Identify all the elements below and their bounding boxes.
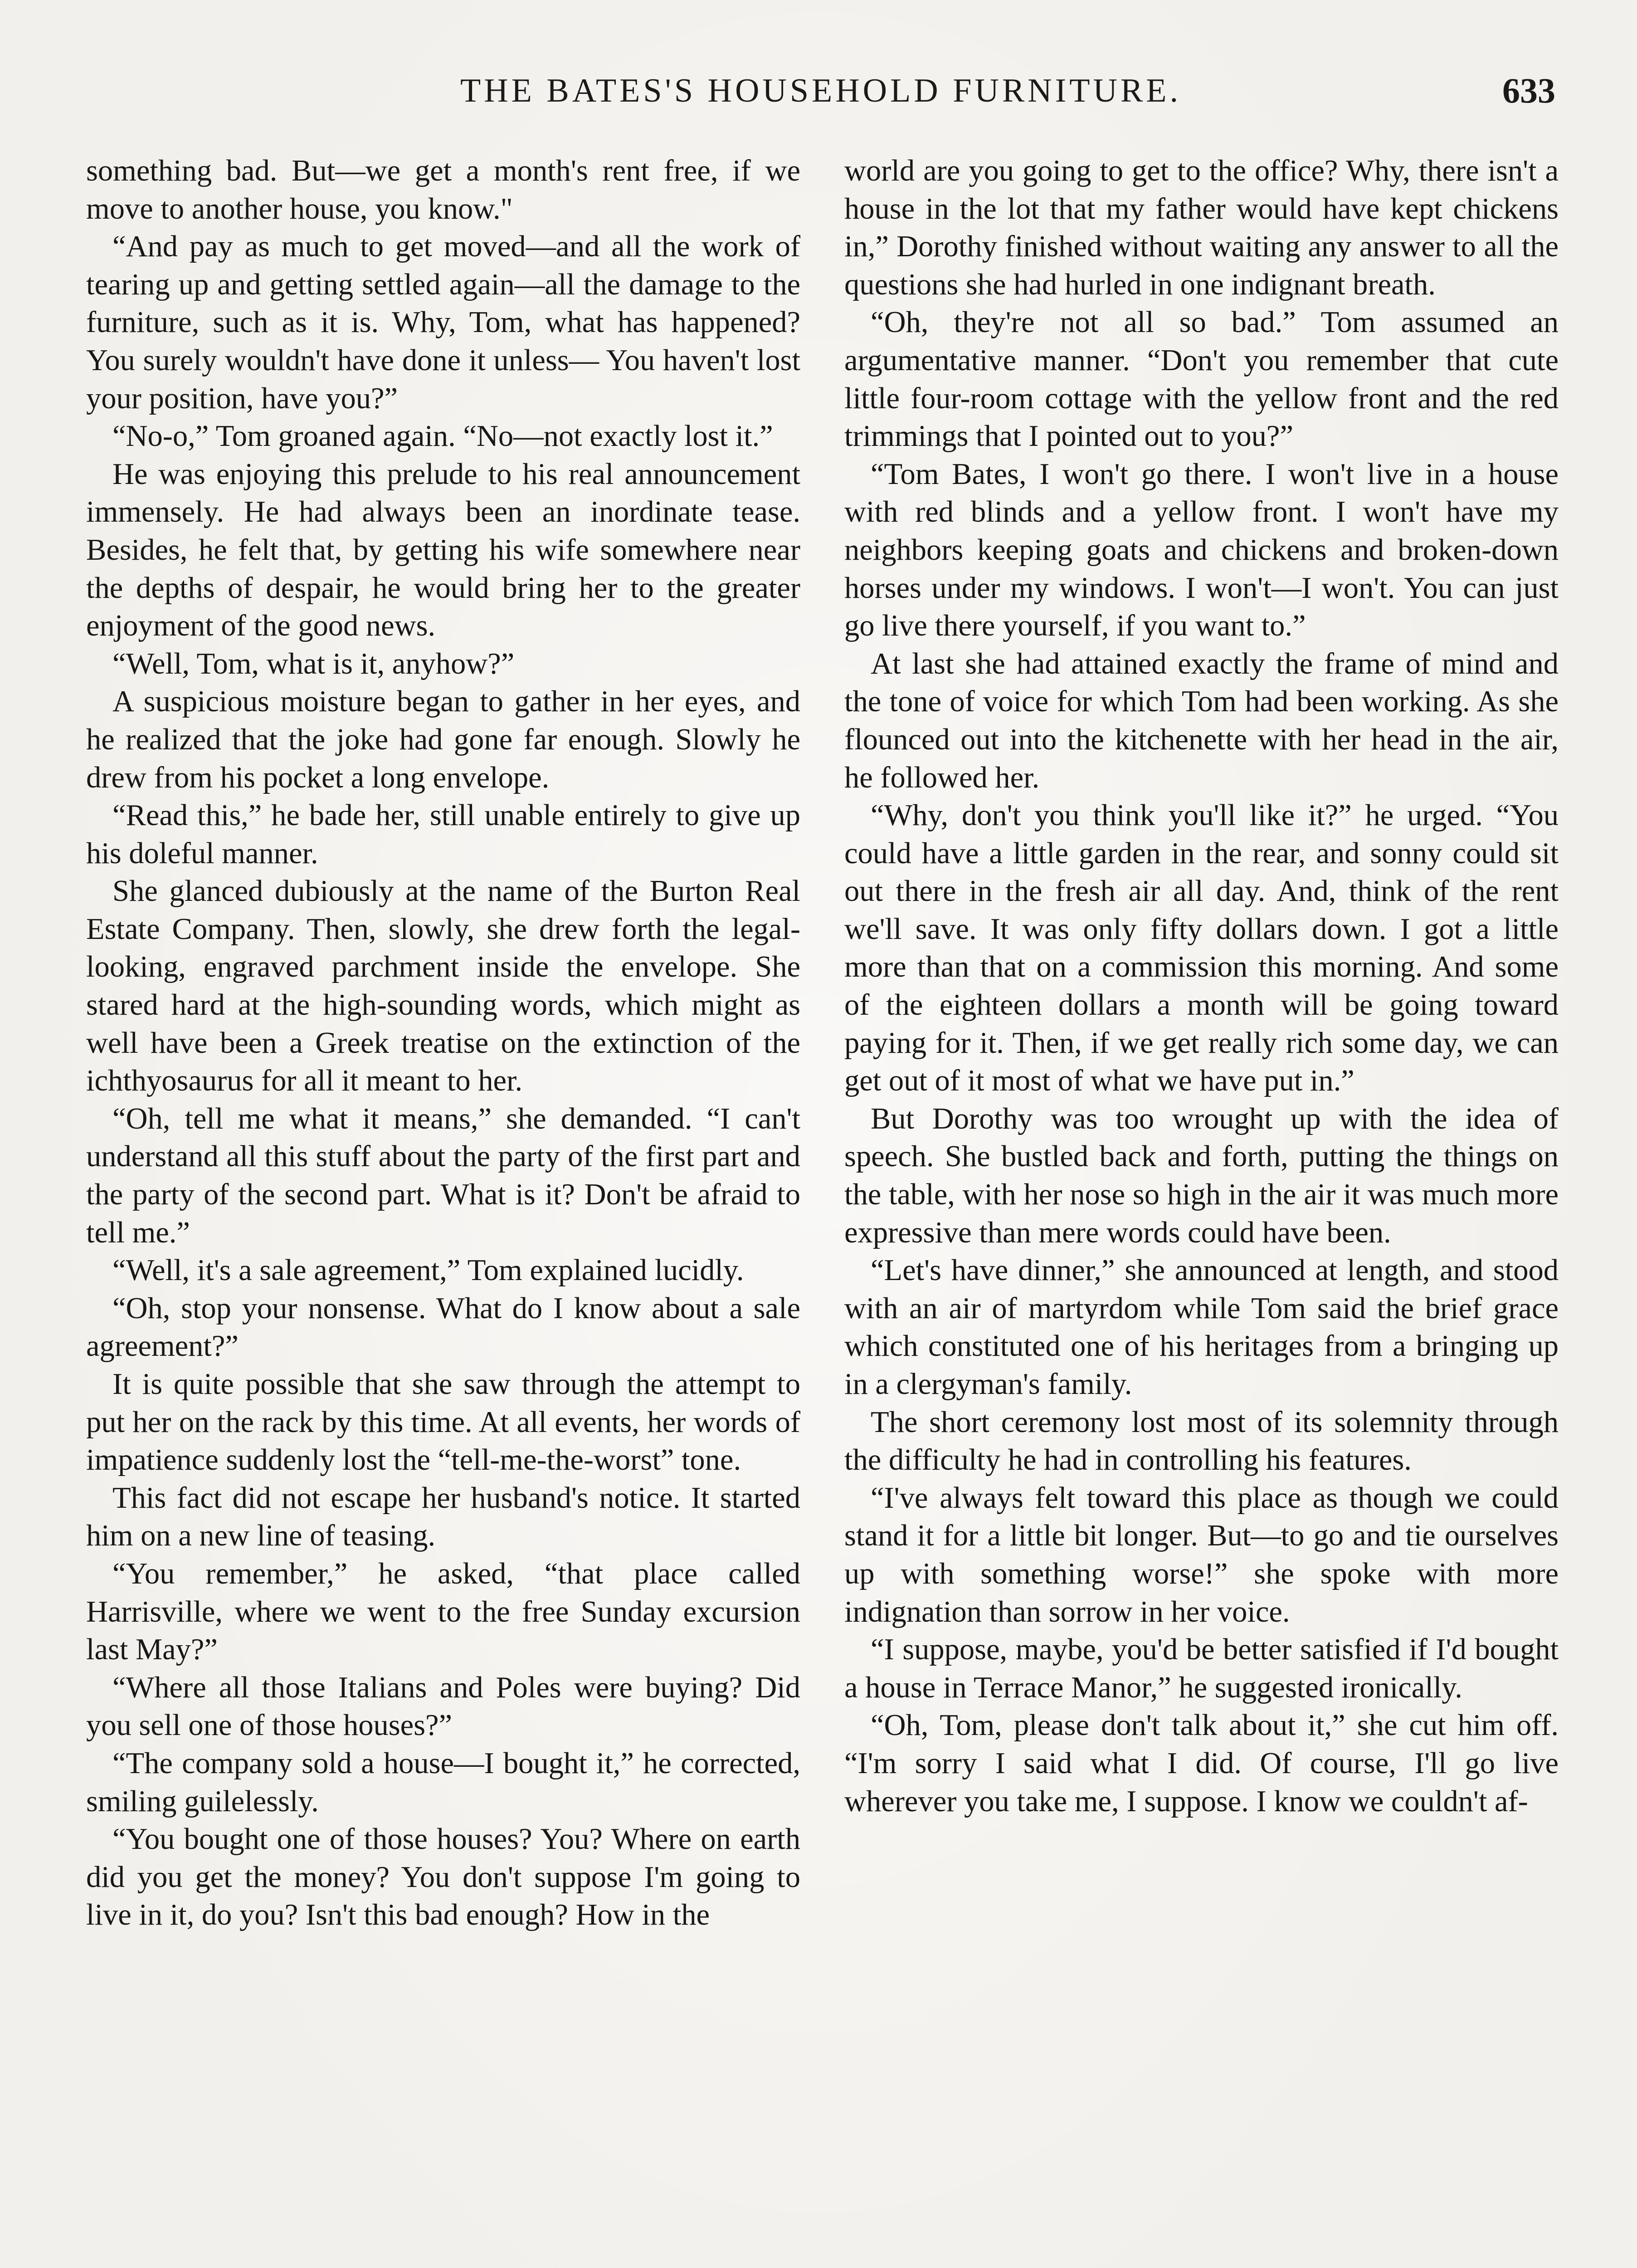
paragraph: “I suppose, maybe, you'd be better satisfied if I'd bought a house in Terrace Manor,” he suggested ironically. (844, 1633, 1559, 1704)
page-number: 633 (1502, 71, 1555, 110)
paragraph: But Dorothy was too wrought up with the idea of speech. She bustled back and forth, putting the things on the table, with her nose so high in the air it was much more expressive than mere words could have been. (844, 1102, 1559, 1249)
left-column (86, 152, 800, 1934)
paragraph: “And pay as much to get moved—and all the work of tearing up and getting settled again—all the damage to the furniture, such as it is. Why, Tom, what has happened? You surely wouldn't have done it unless— You haven't lost your position, have you?” (86, 230, 800, 415)
running-head (86, 68, 1555, 118)
paragraph: At last she had attained exactly the frame of mind and the tone of voice for which Tom had been working. As she flounced out into the kitchenette with her head in the air, he followed her. (844, 647, 1559, 794)
paragraph: “You remember,” he asked, “that place called Harrisville, where we went to the free Sunday excursion last May?” (86, 1557, 800, 1667)
paragraph: The short ceremony lost most of its solemnity through the difficulty he had in controlling his features. (844, 1405, 1559, 1477)
paragraph: “Oh, Tom, please don't talk about it,” she cut him off. “I'm sorry I said what I did. Of course, I'll go live wherever you take me, I suppose. I know we couldn't af- (844, 1709, 1559, 1818)
paragraph: “I've always felt toward this place as though we could stand it for a little bit longer. But—to go and tie ourselves up with something worse!” she spoke with more indignation than sorrow in her voice. (844, 1481, 1559, 1628)
paragraph: “Why, don't you think you'll like it?” he urged. “You could have a little garden in the rear, and sonny could sit out there in the fresh air all day. And, think of the rent we'll save. It was only fifty dollars down. I got a little more than that on a commission this morning. And some of the eighteen dollars a month will be going toward paying for it. Then, if we get really rich some day, we can get out of it most of what we have put in.” (844, 799, 1559, 1098)
paragraph: “Oh, tell me what it means,” she demanded. “I can't understand all this stuff about the party of the first part and the party of the second part. What is it? Don't be afraid to tell me.” (86, 1102, 800, 1249)
paragraph: “Let's have dinner,” she announced at length, and stood with an air of martyrdom while Tom said the brief grace which constituted one of his heritages from a bringing up in a clergyman's family. (844, 1254, 1559, 1401)
paragraph: A suspicious moisture began to gather in her eyes, and he realized that the joke had gone far enough. Slowly he drew from his pocket a long envelope. (86, 685, 800, 794)
paragraph: something bad. But—we get a month's rent free, if we move to another house, you know." (86, 154, 800, 225)
right-column (844, 152, 1559, 1820)
paragraph: “You bought one of those houses? You? Where on earth did you get the money? You don't suppose I'm going to live in it, do you? Isn't this bad enough? How in the (86, 1823, 800, 1932)
paragraph: It is quite possible that she saw through the attempt to put her on the rack by this time. At all events, her words of impatience suddenly lost the “tell-me-the-worst” tone. (86, 1368, 800, 1477)
paragraph: “Oh, they're not all so bad.” Tom assumed an argumentative manner. “Don't you remember that cute little four-room cottage with the yellow front and the red trimmings that I pointed out to you?” (844, 306, 1559, 453)
paragraph: This fact did not escape her husband's notice. It started him on a new line of teasing. (86, 1481, 800, 1553)
running-title: THE BATES'S HOUSEHOLD FURNITURE. (460, 72, 1181, 109)
paragraph: “Well, it's a sale agreement,” Tom explained lucidly. (112, 1254, 744, 1287)
paragraph: world are you going to get to the office? Why, there isn't a house in the lot that my father would have kept chickens in,” Dorothy finished without waiting any answer to all the questions she had hurled in one indignant breath. (844, 154, 1559, 301)
paragraph: “The company sold a house—I bought it,” he corrected, smiling guilelessly. (86, 1746, 800, 1818)
paragraph: He was enjoying this prelude to his real announcement immensely. He had always been an inordinate tease. Besides, he felt that, by getting his wife somewhere near the depths of despair, he would bring her to the greater enjoyment of the good news. (86, 457, 800, 643)
paragraph: “Where all those Italians and Poles were buying? Did you sell one of those houses?” (86, 1671, 800, 1742)
paragraph: “Well, Tom, what is it, anyhow?” (112, 647, 515, 680)
paragraph: “Tom Bates, I won't go there. I won't live in a house with red blinds and a yellow front. I won't have my neighbors keeping goats and chickens and broken-down horses under my windows. I won't—I won't. You can just go live there yourself, if you want to.” (844, 457, 1559, 643)
paragraph: “Oh, stop your nonsense. What do I know about a sale agreement?” (86, 1291, 800, 1363)
paragraph: She glanced dubiously at the name of the Burton Real Estate Company. Then, slowly, she drew forth the legal-looking, engraved parchment inside the envelope. She stared hard at the high-sounding words, which might as well have been a Greek treatise on the extinction of the ichthyosaurus for all it meant to her. (86, 875, 800, 1098)
paragraph: “Read this,” he bade her, still unable entirely to give up his doleful manner. (86, 799, 800, 870)
paragraph: “No-o,” Tom groaned again. “No—not exactly lost it.” (112, 420, 773, 453)
